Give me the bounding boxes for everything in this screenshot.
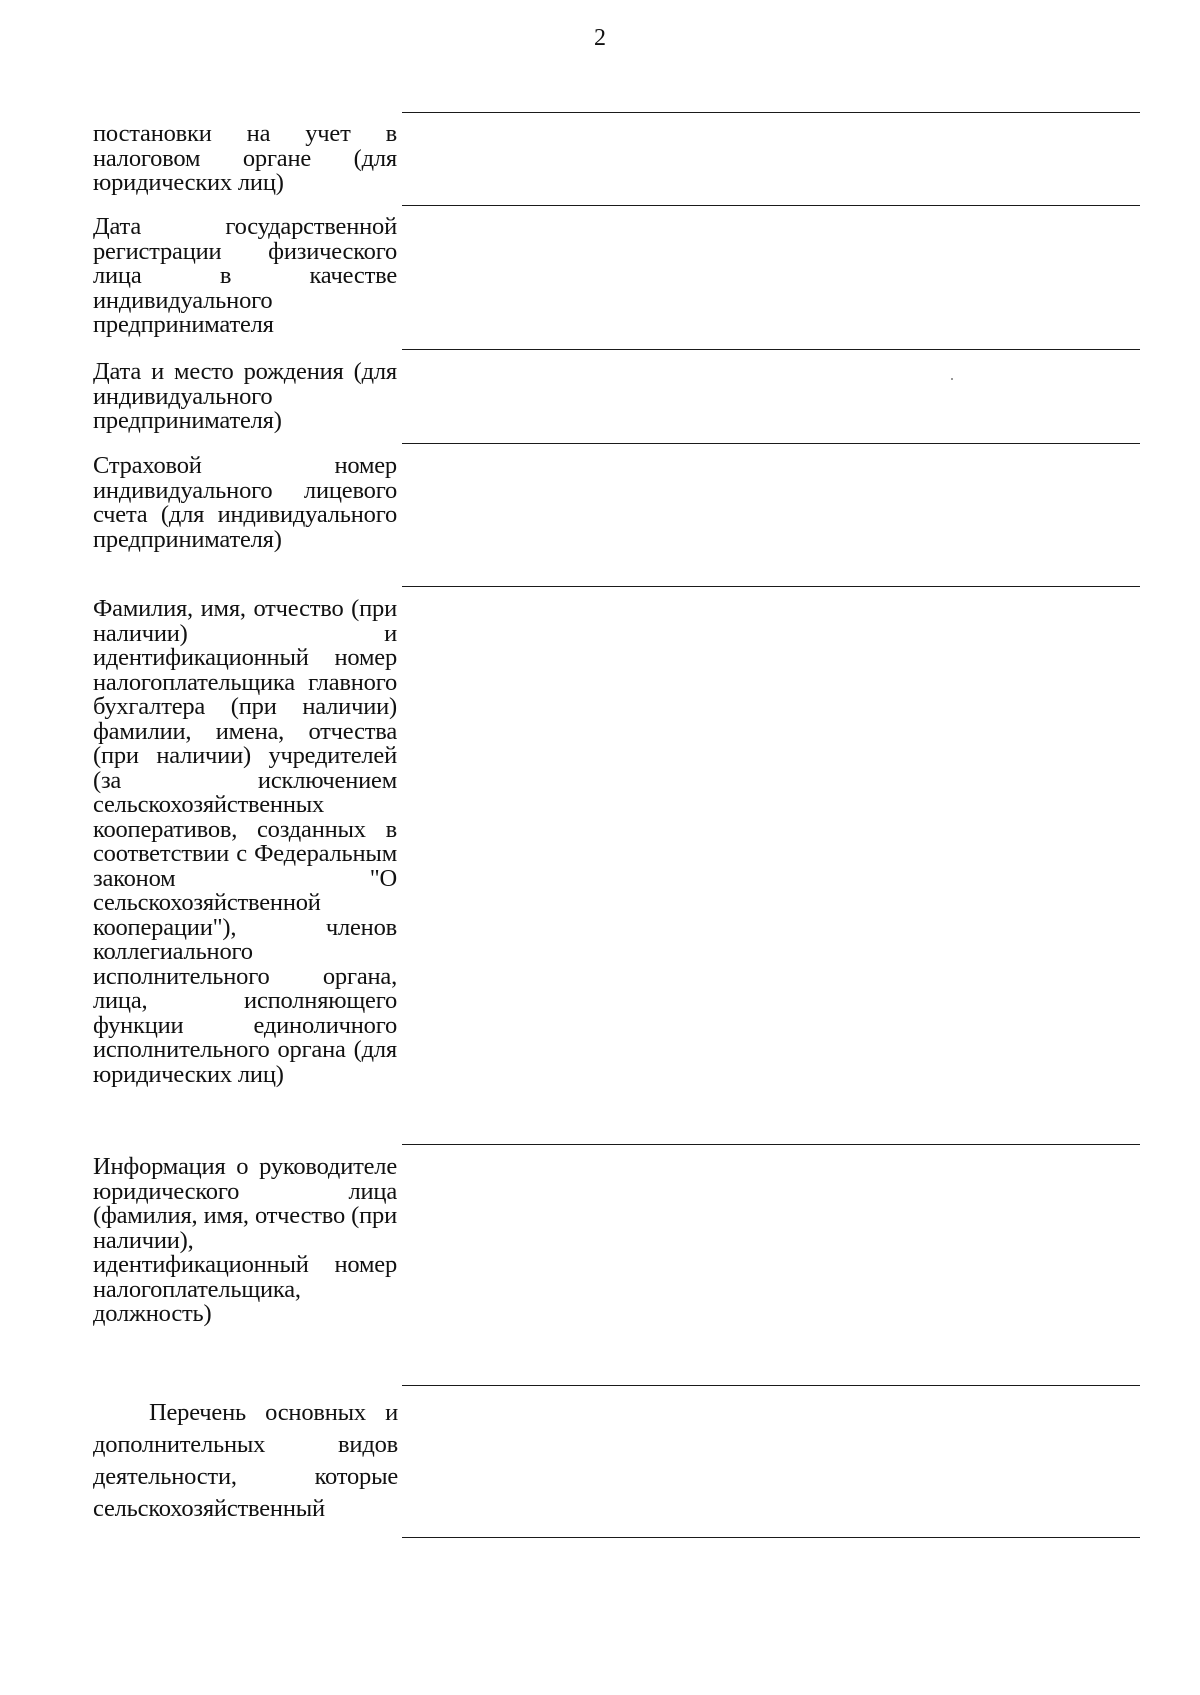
field-label: Информация о руководителе юридического лица (фамилия, имя, отчество (при наличии), идентификационный номер налогоплательщика, должность) bbox=[93, 1153, 397, 1327]
field-label: Дата государственной регистрации физического лица в качестве индивидуального предпринимателя bbox=[93, 213, 397, 338]
field-label: постановки на учет в налоговом органе (для юридических лиц) bbox=[93, 120, 397, 196]
field-value-line bbox=[402, 586, 1140, 587]
field-value-line bbox=[402, 349, 1140, 350]
field-label: Перечень основных и дополнительных видов деятельности, которые сельскохозяйственный bbox=[93, 1399, 398, 1522]
scan-speck bbox=[951, 378, 953, 380]
field-value-line bbox=[402, 1537, 1140, 1538]
field-label: Дата и место рождения (для индивидуального предпринимателя) bbox=[93, 358, 397, 434]
field-label: Фамилия, имя, отчество (при наличии) и идентификационный номер налогоплательщика главного бухгалтера (при наличии) фамилии, имена, отчества (при наличии) учредителей (за исключением сельскохозяйственных кооперативов, созданных в соответствии с Федеральным законом "О сельскохозяйственной кооперации"), членов коллегиального исполнительного органа, лица, исполняющего функции единоличного исполнительного органа (для юридических лиц) bbox=[93, 595, 397, 1088]
page-number: 2 bbox=[594, 25, 606, 51]
field-value-line bbox=[402, 1144, 1140, 1145]
field-value-line bbox=[402, 443, 1140, 444]
field-label: Страховой номер индивидуального лицевого счета (для индивидуального предпринимателя) bbox=[93, 452, 397, 553]
field-value-line bbox=[402, 205, 1140, 206]
field-value-line bbox=[402, 1385, 1140, 1386]
field-value-line bbox=[402, 112, 1140, 113]
